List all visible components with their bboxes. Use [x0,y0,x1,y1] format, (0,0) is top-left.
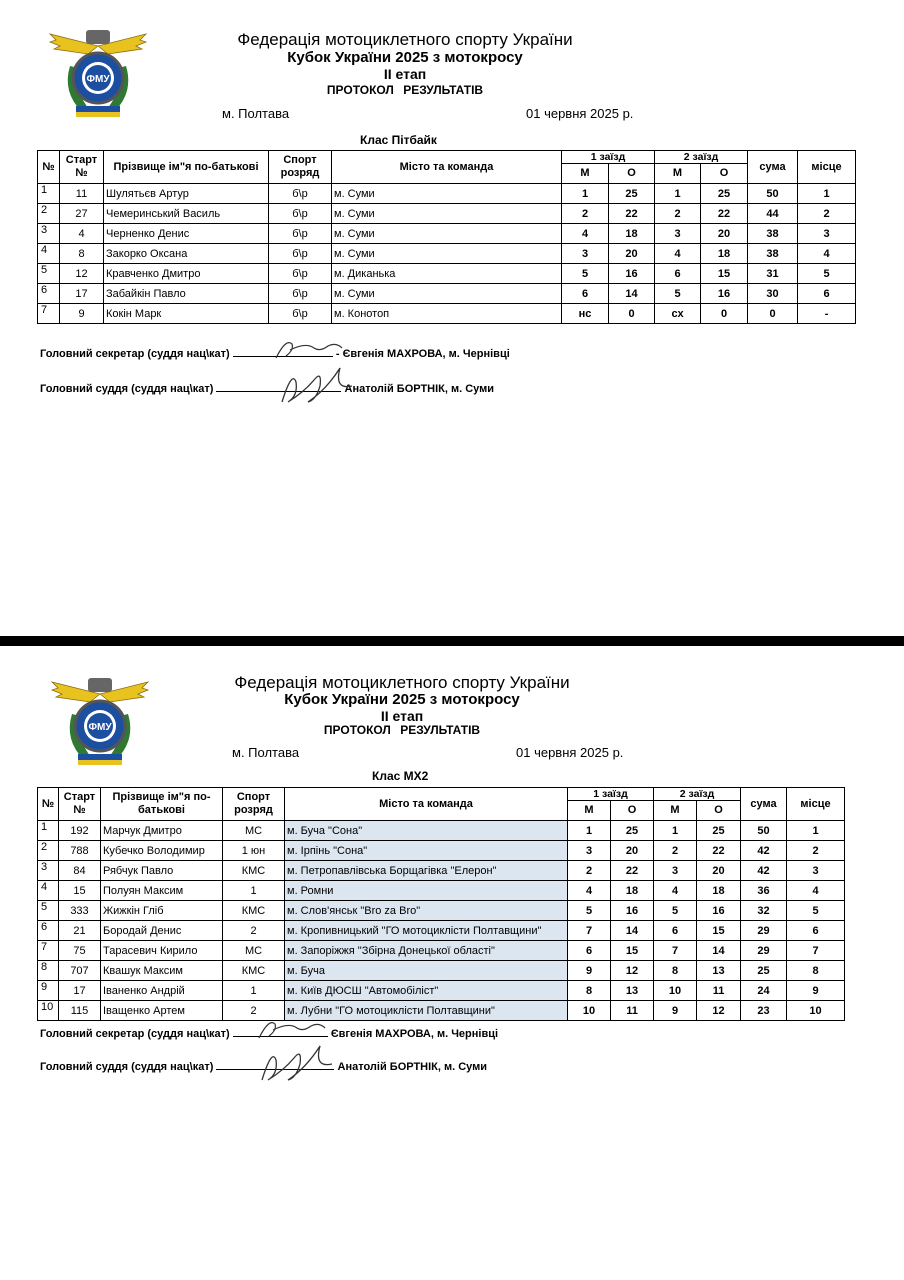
race2-position: 6 [655,264,701,284]
col-name: Прізвище ім"я по-батькові [101,788,223,821]
race1-position: 10 [568,1001,611,1021]
row-number: 4 [38,881,59,901]
total-points: 31 [748,264,798,284]
table-row [38,841,845,861]
final-place: 9 [787,981,845,1001]
total-points: 0 [748,304,798,324]
table-row [38,1001,845,1021]
table-row [38,284,856,304]
start-number: 75 [59,941,101,961]
race1-position: 5 [562,264,609,284]
col-team: Місто та команда [285,788,568,821]
race1-position: 8 [568,981,611,1001]
final-place: 2 [798,204,856,224]
event-city: м. Полтава [222,106,290,121]
row-number: 5 [38,264,60,284]
start-number: 192 [59,821,101,841]
race2-position: 1 [655,184,701,204]
race2-points: 16 [701,284,748,304]
city-team: м. Запоріжжя "Збірна Донецької області" [285,941,568,961]
rider-name: Рябчук Павло [101,861,223,881]
total-points: 36 [741,881,787,901]
race2-points: 22 [701,204,748,224]
sport-rank: 2 [223,1001,285,1021]
final-place: 3 [787,861,845,881]
table-row [38,304,856,324]
city-team: м. Суми [332,224,562,244]
city-team: м. Ірпінь "Сона" [285,841,568,861]
city-team: м. Слов'янськ "Bro za Bro" [285,901,568,921]
race2-position: 3 [654,861,697,881]
race2-position: 6 [654,921,697,941]
race1-position: 7 [568,921,611,941]
start-number: 84 [59,861,101,881]
sport-rank: МС [223,941,285,961]
race1-position: 2 [562,204,609,224]
race2-points: 18 [697,881,741,901]
race1-points: 16 [609,264,655,284]
race2-points: 25 [697,821,741,841]
total-points: 29 [741,941,787,961]
race1-position: 3 [568,841,611,861]
sport-rank: б\р [269,304,332,324]
race2-position: сх [655,304,701,324]
table-row [38,224,856,244]
rider-name: Полуян Максим [101,881,223,901]
rider-name: Квашук Максим [101,961,223,981]
stage-title: II етап [380,708,424,724]
final-place: 4 [787,881,845,901]
start-number: 8 [60,244,104,264]
total-points: 38 [748,244,798,264]
table-row [38,244,856,264]
table-row [38,901,845,921]
sport-rank: 2 [223,921,285,941]
total-points: 23 [741,1001,787,1021]
col-rank: Спорт розряд [223,788,285,821]
rider-name: Кубечко Володимир [101,841,223,861]
table-row [38,921,845,941]
race1-points: 20 [609,244,655,264]
col-start: Старт № [59,788,101,821]
table-row [38,184,856,204]
col-race1-m: М [562,164,609,184]
race1-points: 25 [609,184,655,204]
rider-name: Марчук Дмитро [101,821,223,841]
start-number: 15 [59,881,101,901]
race1-points: 12 [611,961,654,981]
rider-name: Черненко Денис [104,224,269,244]
svg-text:ФМУ: ФМУ [88,722,112,733]
cup-title: Кубок України 2025 з мотокросу [284,691,520,708]
total-points: 38 [748,224,798,244]
city-team: м. Буча "Сона" [285,821,568,841]
col-place: місце [787,788,845,821]
total-points: 29 [741,921,787,941]
row-number: 2 [38,204,60,224]
secretary-name: Євгенія МАХРОВА, м. Чернівці [330,1028,499,1040]
race2-position: 2 [655,204,701,224]
sport-rank: МС [223,821,285,841]
race2-points: 22 [697,841,741,861]
race2-position: 2 [654,841,697,861]
row-number: 9 [38,981,59,1001]
start-number: 9 [60,304,104,324]
race1-points: 14 [609,284,655,304]
total-points: 30 [748,284,798,304]
row-number: 3 [38,861,59,881]
city-team: м. Суми [332,204,562,224]
col-race2-m: М [655,164,701,184]
sport-rank: 1 [223,881,285,901]
start-number: 17 [59,981,101,1001]
class-name: Клас МХ2 [372,769,429,783]
col-race2: 2 заїзд [655,151,748,164]
table-row [38,981,845,1001]
rider-name: Шулятьєв Артур [104,184,269,204]
rider-name: Тарасевич Кирило [101,941,223,961]
class-name: Клас Пітбайк [360,133,437,147]
judge-name: Анатолій БОРТНІК, м. Суми [344,383,495,395]
race2-points: 13 [697,961,741,981]
row-number: 8 [38,961,59,981]
race1-points: 14 [611,921,654,941]
secretary-name: Євгенія МАХРОВА, м. Чернівці [342,348,510,360]
sport-rank: КМС [223,861,285,881]
start-number: 27 [60,204,104,224]
rider-name: Кокін Марк [104,304,269,324]
col-start: Старт № [60,151,104,184]
final-place: 7 [787,941,845,961]
col-race1: 1 заїзд [562,151,655,164]
table-row [38,881,845,901]
protocol-title: ПРОТОКОЛ РЕЗУЛЬТАТІВ [326,83,484,97]
col-team: Місто та команда [332,151,562,184]
table-row [38,264,856,284]
race1-points: 15 [611,941,654,961]
race2-position: 3 [655,224,701,244]
total-points: 25 [741,961,787,981]
total-points: 42 [741,861,787,881]
city-team: м. Суми [332,284,562,304]
race2-points: 16 [697,901,741,921]
row-number: 3 [38,224,60,244]
table-row [38,204,856,224]
sport-rank: КМС [223,961,285,981]
race1-position: 9 [568,961,611,981]
event-date: 01 червня 2025 р. [526,106,634,121]
svg-text:ФМУ: ФМУ [86,74,110,85]
race1-points: 25 [611,821,654,841]
results-table [37,787,845,1021]
total-points: 42 [741,841,787,861]
race1-points: 18 [609,224,655,244]
final-place: 1 [787,821,845,841]
race2-position: 4 [654,881,697,901]
col-place: місце [798,151,856,184]
col-number: № [38,788,59,821]
start-number: 115 [59,1001,101,1021]
fmu-emblem-icon [50,674,150,768]
start-number: 12 [60,264,104,284]
row-number: 6 [38,921,59,941]
sport-rank: б\р [269,264,332,284]
race1-position: 1 [568,821,611,841]
total-points: 44 [748,204,798,224]
final-place: 8 [787,961,845,981]
race1-points: 20 [611,841,654,861]
rider-name: Іващенко Артем [101,1001,223,1021]
race2-points: 12 [697,1001,741,1021]
rider-name: Кравченко Дмитро [104,264,269,284]
race2-points: 0 [701,304,748,324]
protocol-page-pitbike [0,0,904,636]
secretary-signature-icon [272,336,352,364]
city-team: м. Петропавлівська Борщагівка "Елерон" [285,861,568,881]
sport-rank: б\р [269,284,332,304]
row-number: 6 [38,284,60,304]
table-row [38,941,845,961]
protocol-title: ПРОТОКОЛ РЕЗУЛЬТАТІВ [323,723,481,737]
final-place: 1 [798,184,856,204]
final-place: 4 [798,244,856,264]
col-sum: сума [741,788,787,821]
race2-points: 11 [697,981,741,1001]
row-number: 2 [38,841,59,861]
judge-signature-icon [262,362,362,410]
rider-name: Іваненко Андрій [101,981,223,1001]
federation-title: Федерація мотоциклетного спорту України [234,673,570,692]
col-number: № [38,151,60,184]
final-place: 5 [798,264,856,284]
race2-points: 20 [697,861,741,881]
race2-points: 15 [701,264,748,284]
start-number: 788 [59,841,101,861]
col-race1-o: О [611,801,654,821]
race1-position: 2 [568,861,611,881]
judge-label: Головний суддя (суддя нац\кат) [40,383,214,395]
row-number: 7 [38,304,60,324]
col-race1: 1 заїзд [568,788,654,801]
table-row [38,821,845,841]
race2-points: 18 [701,244,748,264]
race2-points: 15 [697,921,741,941]
row-number: 1 [38,184,60,204]
rider-name: Бородай Денис [101,921,223,941]
city-team: м. Диканька [332,264,562,284]
final-place: 6 [787,921,845,941]
cup-title: Кубок України 2025 з мотокросу [287,49,523,66]
race1-points: 22 [611,861,654,881]
final-place: - [798,304,856,324]
table-row [38,861,845,881]
race2-position: 5 [655,284,701,304]
col-race1-m: М [568,801,611,821]
city-team: м. Кропивницький "ГО мотоциклісти Полтавщини" [285,921,568,941]
col-race2: 2 заїзд [654,788,741,801]
race2-position: 7 [654,941,697,961]
col-race2-o: О [697,801,741,821]
sport-rank: б\р [269,244,332,264]
rider-name: Жижкін Гліб [101,901,223,921]
col-name: Прізвище ім"я по-батькові [104,151,269,184]
race1-position: 3 [562,244,609,264]
col-race1-o: О [609,164,655,184]
race2-points: 20 [701,224,748,244]
city-team: м. Ромни [285,881,568,901]
event-date: 01 червня 2025 р. [516,745,624,760]
rider-name: Забайкін Павло [104,284,269,304]
sport-rank: 1 юн [223,841,285,861]
race1-points: 11 [611,1001,654,1021]
race1-position: 6 [562,284,609,304]
start-number: 11 [60,184,104,204]
race1-position: 1 [562,184,609,204]
col-rank: Спорт розряд [269,151,332,184]
race1-points: 16 [611,901,654,921]
race1-position: нс [562,304,609,324]
table-row [38,961,845,981]
row-number: 1 [38,821,59,841]
race2-position: 9 [654,1001,697,1021]
final-place: 5 [787,901,845,921]
rider-name: Чемеринський Василь [104,204,269,224]
start-number: 707 [59,961,101,981]
sport-rank: б\р [269,224,332,244]
city-team: м. Суми [332,244,562,264]
results-table [37,150,856,324]
judge-label: Головний суддя (суддя нац\кат) [40,1061,214,1073]
total-points: 24 [741,981,787,1001]
final-place: 6 [798,284,856,304]
row-number: 5 [38,901,59,921]
start-number: 21 [59,921,101,941]
race2-position: 10 [654,981,697,1001]
race1-position: 4 [562,224,609,244]
secretary-label: Головний секретар (суддя нац\кат) [40,1028,230,1040]
race2-position: 5 [654,901,697,921]
race2-points: 14 [697,941,741,961]
federation-title: Федерація мотоциклетного спорту України [237,30,573,49]
row-number: 7 [38,941,59,961]
race2-position: 4 [655,244,701,264]
secretary-signature-line: Головний секретар (суддя нац\кат) - Євгенія МАХРОВА, м. Чернівці [40,348,510,360]
start-number: 333 [59,901,101,921]
city-team: м. Суми [332,184,562,204]
sport-rank: б\р [269,184,332,204]
col-race2-m: М [654,801,697,821]
race1-position: 5 [568,901,611,921]
race1-points: 22 [609,204,655,224]
sport-rank: КМС [223,901,285,921]
sport-rank: 1 [223,981,285,1001]
rider-name: Закорко Оксана [104,244,269,264]
fmu-emblem-icon [48,26,148,120]
race2-points: 25 [701,184,748,204]
final-place: 2 [787,841,845,861]
race1-position: 4 [568,881,611,901]
city-team: м. Буча [285,961,568,981]
col-race2-o: О [701,164,748,184]
start-number: 4 [60,224,104,244]
race1-position: 6 [568,941,611,961]
city-team: м. Київ ДЮСШ "Автомобіліст" [285,981,568,1001]
row-number: 4 [38,244,60,264]
city-team: м. Конотоп [332,304,562,324]
row-number: 10 [38,1001,59,1021]
race1-points: 0 [609,304,655,324]
secretary-label: Головний секретар (суддя нац\кат) [40,348,230,360]
race2-position: 8 [654,961,697,981]
stage-title: II етап [383,66,427,82]
city-team: м. Лубни "ГО мотоциклісти Полтавщини" [285,1001,568,1021]
total-points: 50 [748,184,798,204]
judge-name: Анатолій БОРТНІК, м. Суми [337,1061,488,1073]
start-number: 17 [60,284,104,304]
protocol-page-mx2 [0,646,904,1280]
race2-position: 1 [654,821,697,841]
total-points: 50 [741,821,787,841]
final-place: 3 [798,224,856,244]
event-city: м. Полтава [232,745,300,760]
race1-points: 18 [611,881,654,901]
sport-rank: б\р [269,204,332,224]
judge-signature-icon [242,1040,342,1088]
final-place: 10 [787,1001,845,1021]
total-points: 32 [741,901,787,921]
race1-points: 13 [611,981,654,1001]
col-sum: сума [748,151,798,184]
